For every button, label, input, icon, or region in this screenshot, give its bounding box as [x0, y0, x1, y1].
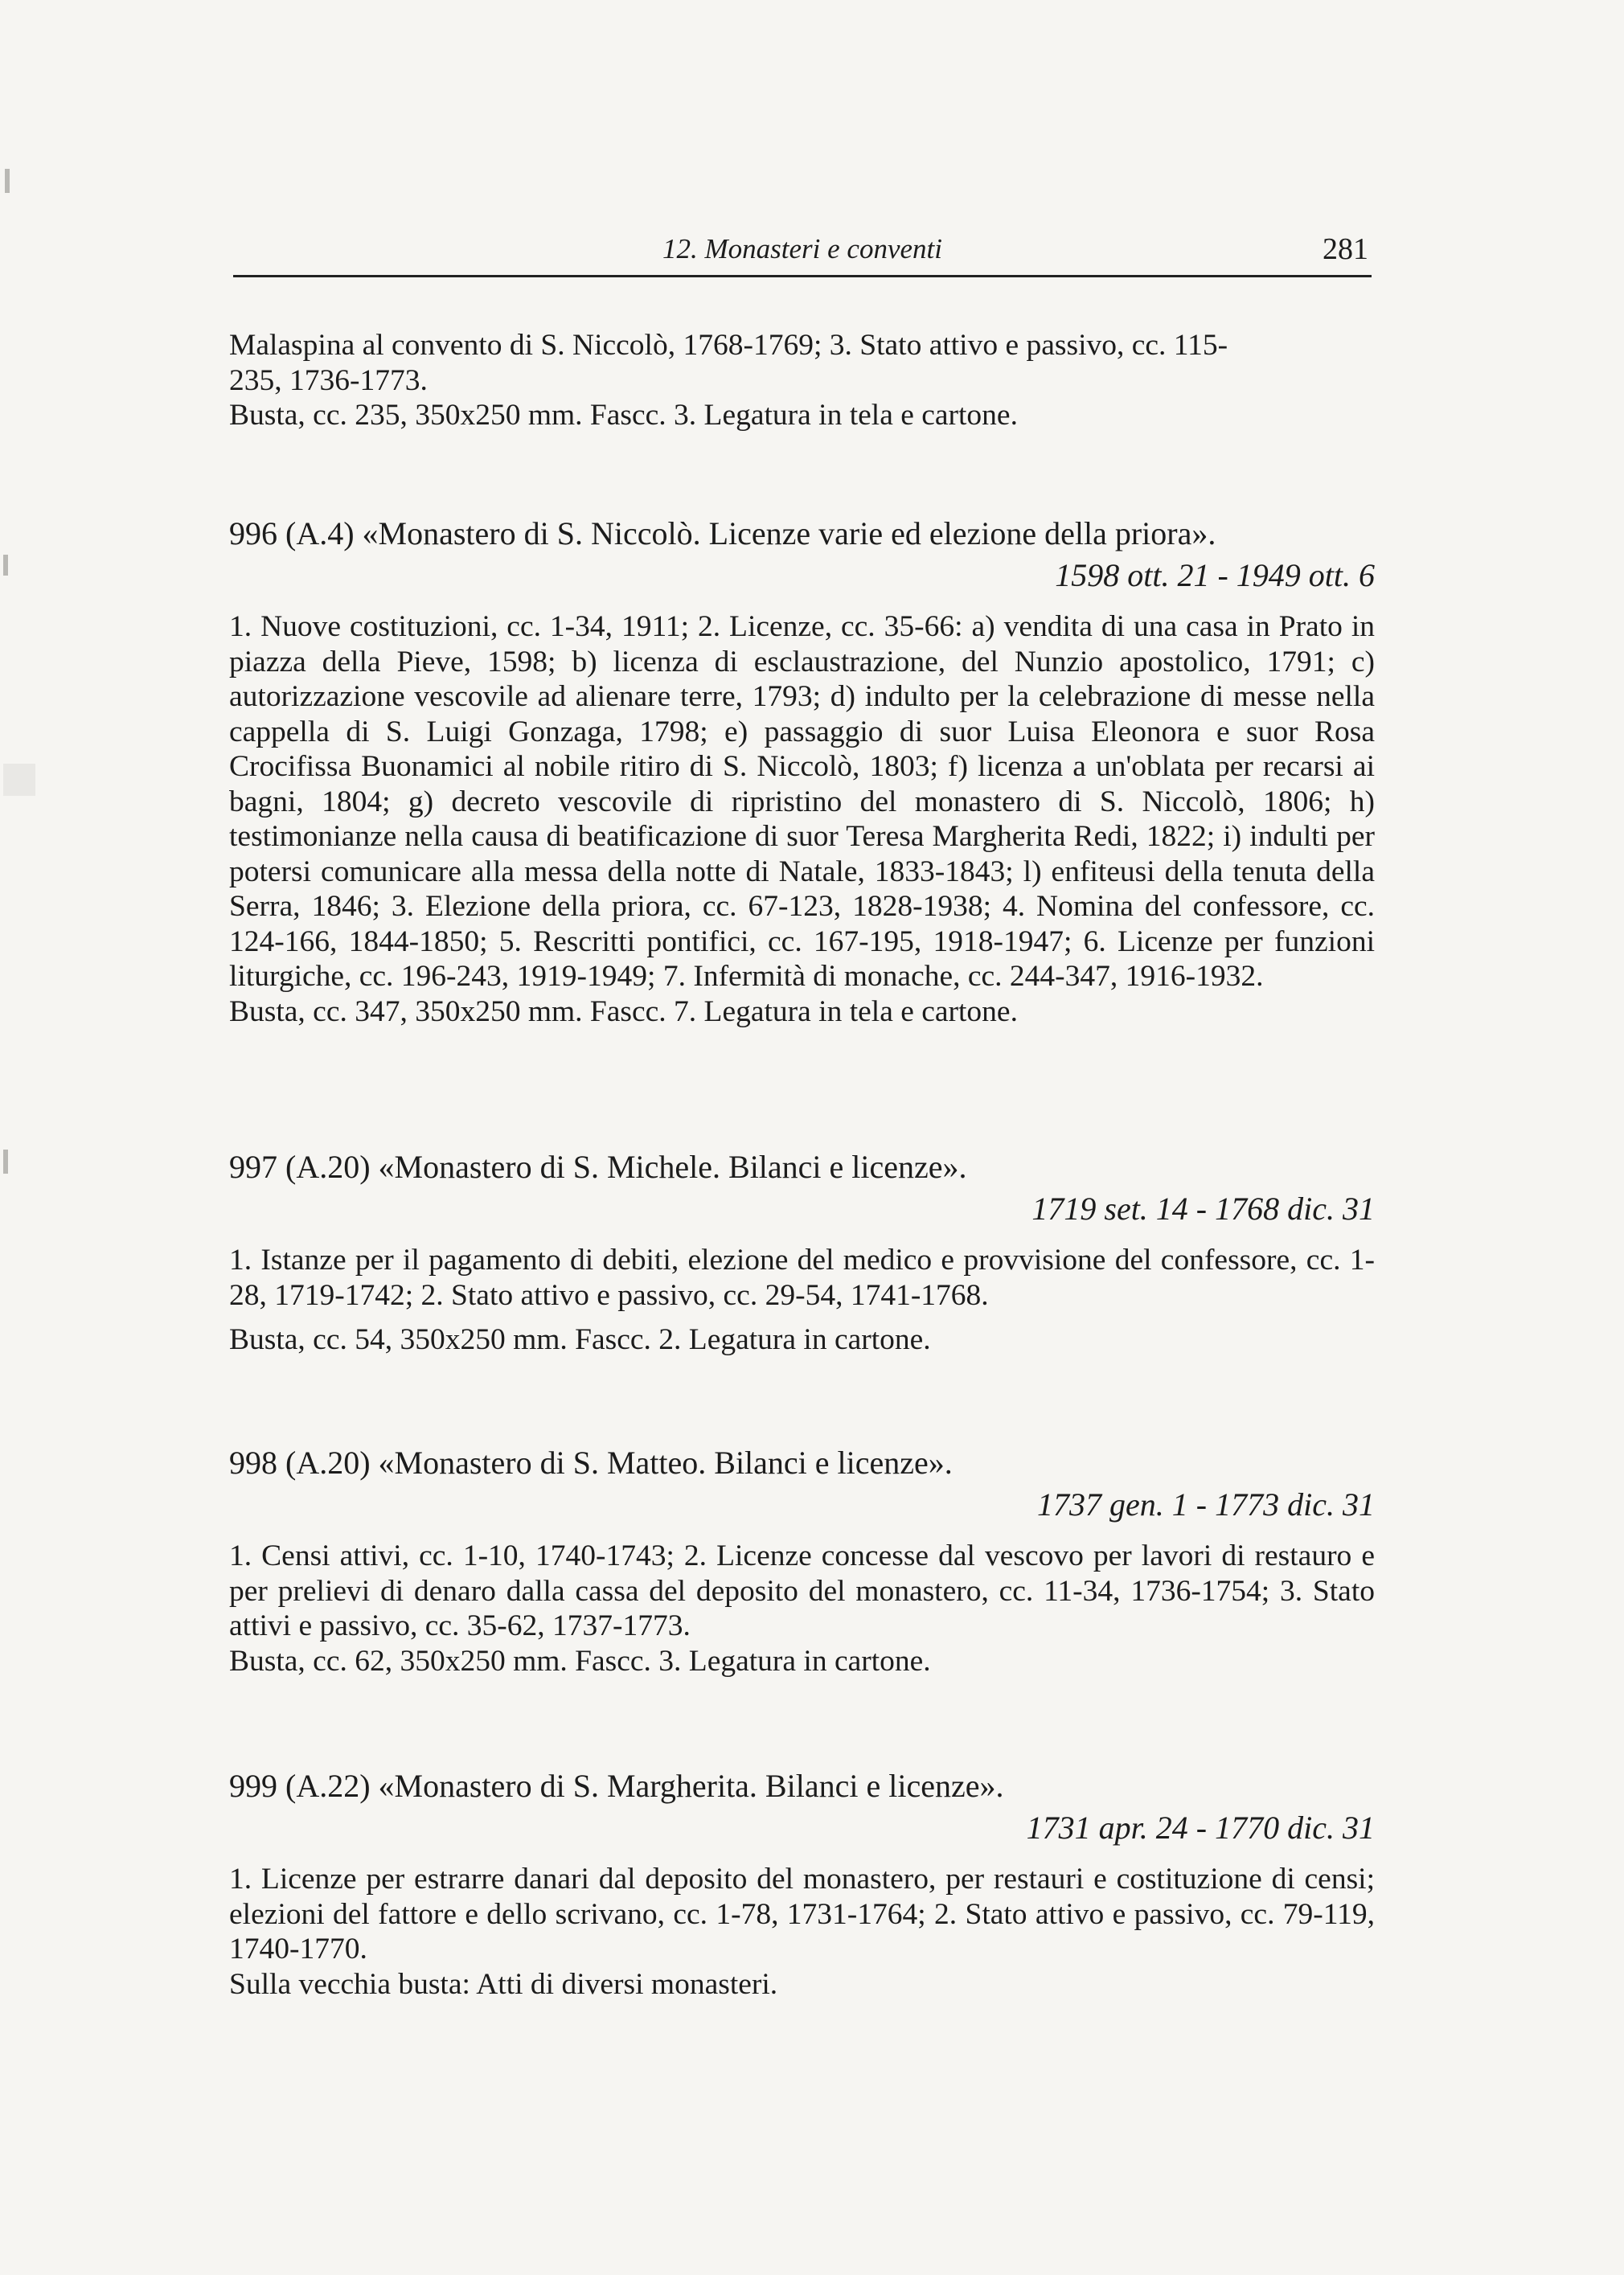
- binding-mark: [3, 1150, 8, 1174]
- entry-date-range: 1719 set. 14 - 1768 dic. 31: [1031, 1191, 1375, 1227]
- page-number: 281: [1323, 232, 1368, 266]
- entry-note: Sulla vecchia busta: Atti di diversi monasteri.: [229, 1967, 778, 2001]
- entry-description: 1. Censi attivi, cc. 1-10, 1740-1743; 2. Licenze concesse dal vescovo per lavori di restauro e per prelievi di denaro dalla cassa del deposito del monastero, cc. 11-34, 1736-1754; 3. Stato attivi e passivo, cc. 35-62, 1737-1773.: [229, 1539, 1375, 1642]
- entry-title: 997 (A.20) «Monastero di S. Michele. Bilanci e licenze».: [229, 1149, 967, 1185]
- entry-title: 998 (A.20) «Monastero di S. Matteo. Bilanci e licenze».: [229, 1445, 953, 1481]
- continuation-line: Malaspina al convento di S. Niccolò, 1768-1769; 3. Stato attivo e passivo, cc. 115-: [229, 329, 1228, 362]
- entry-999: [229, 1767, 1375, 2002]
- entry-physical-description: Busta, cc. 347, 350x250 mm. Fascc. 7. Legatura in tela e cartone.: [229, 994, 1018, 1028]
- entry-date-range: 1737 gen. 1 - 1773 dic. 31: [1037, 1486, 1375, 1523]
- continuation-line: 235, 1736-1773.: [229, 363, 428, 397]
- entry-title: 999 (A.22) «Monastero di S. Margherita. Bilanci e licenze».: [229, 1768, 1004, 1804]
- header-title: 12. Monasteri e conventi: [662, 233, 942, 264]
- entry-997: [229, 1148, 1375, 1358]
- entry-physical-description: Busta, cc. 62, 350x250 mm. Fascc. 3. Legatura in cartone.: [229, 1644, 931, 1678]
- binding-mark: [3, 764, 35, 796]
- binding-mark: [3, 555, 8, 576]
- running-header: [233, 227, 1372, 277]
- continuation-line: Busta, cc. 235, 350x250 mm. Fascc. 3. Legatura in tela e cartone.: [229, 399, 1018, 432]
- entry-description: 1. Istanze per il pagamento di debiti, elezione del medico e provvisione del confessore, cc. 1-28, 1719-1742; 2. Stato attivo e passivo, cc. 29-54, 1741-1768.: [229, 1244, 1375, 1312]
- binding-mark: [5, 169, 10, 193]
- entry-996: [229, 514, 1375, 1029]
- entry-998: [229, 1444, 1375, 1679]
- entry-date-range: 1598 ott. 21 - 1949 ott. 6: [1055, 557, 1375, 593]
- entry-title: 996 (A.4) «Monastero di S. Niccolò. Licenze varie ed elezione della priora».: [229, 515, 1216, 551]
- entry-physical-description: Busta, cc. 54, 350x250 mm. Fascc. 2. Legatura in cartone.: [229, 1323, 931, 1356]
- entry-date-range: 1731 apr. 24 - 1770 dic. 31: [1026, 1810, 1375, 1846]
- continuation-text: [229, 328, 1375, 433]
- entry-description: 1. Licenze per estrarre danari dal deposito del monastero, per restauri e costituzione di censi; elezioni del fattore e dello scrivano, cc. 1-78, 1731-1764; 2. Stato attivo e passivo, cc. 79-119, 1740-1770.: [229, 1863, 1375, 1966]
- entry-description: 1. Nuove costituzioni, cc. 1-34, 1911; 2. Licenze, cc. 35-66: a) vendita di una casa in Prato in piazza della Pieve, 1598; b) licenza di esclaustrazione, del Nunzio apostolico, 1791; c) autorizzazione vescovile ad alienare terre, 1793; d) indulto per la celebrazione di messe nella cappella di S. Luigi Gonzaga, 1798; e) passaggio di suor Luisa Eleonora e suor Rosa Crocifissa Buonamici al nobile ritiro di S. Niccolò, 1803; f) licenza a un'oblata per recarsi ai bagni, 1804; g) decreto vescovile di ripristino del monastero di S. Niccolò, 1806; h) testimonianze nella causa di beatificazione di suor Teresa Margherita Redi, 1822; i) indulti per potersi comunicare alla messa della notte di Natale, 1833-1843; l) enfiteusi della tenuta della Serra, 1846; 3. Elezione della priora, cc. 67-123, 1828-1938; 4. Nomina del confessore, cc. 124-166, 1844-1850; 5. Rescritti pontifici, cc. 167-195, 1918-1947; 6. Licenze per funzioni liturgiche, cc. 196-243, 1919-1949; 7. Infermità di monache, cc. 244-347, 1916-1932.: [229, 610, 1375, 993]
